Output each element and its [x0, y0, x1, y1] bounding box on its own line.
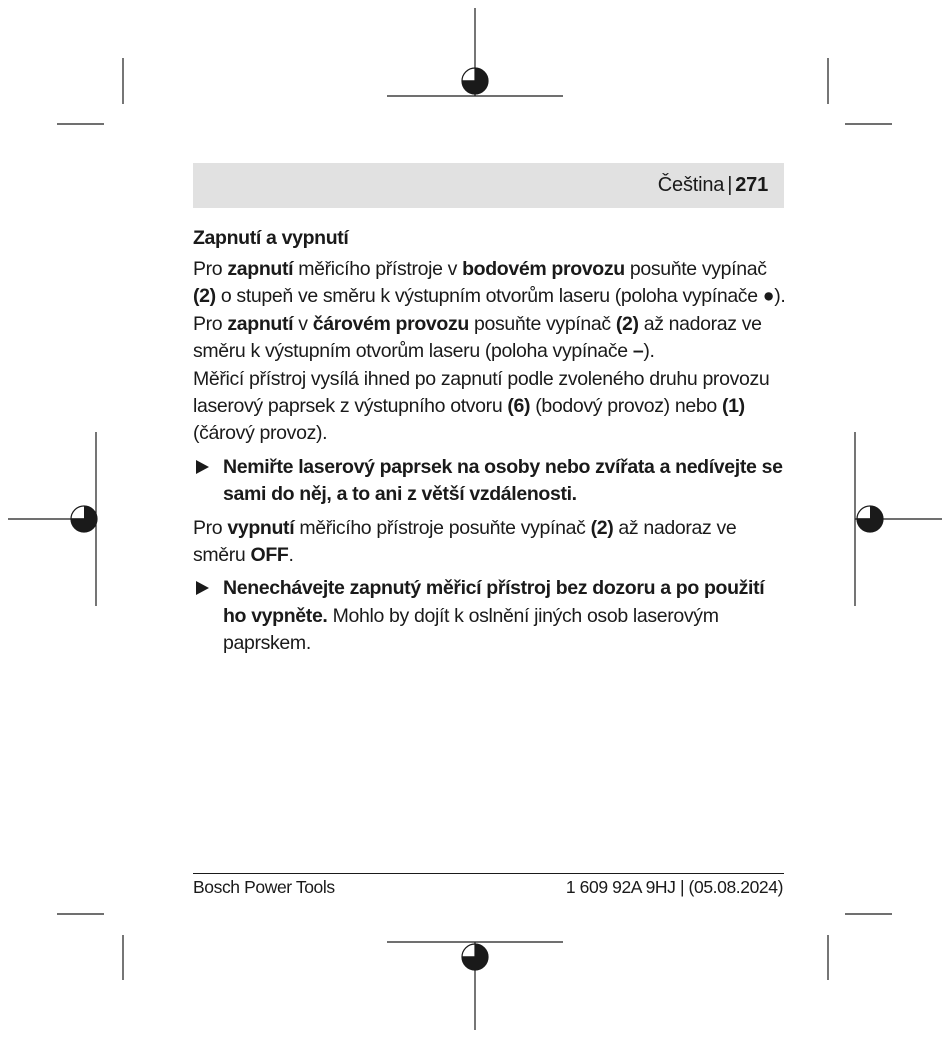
header-separator: | — [727, 174, 733, 196]
paragraph-switch-on-line: Pro zapnutí v čárovém provozu posuňte vypínač (2) až nadoraz ve směru k výstupním otvorům laseru (poloha vypínače –). — [193, 311, 788, 366]
warning-unattended: Nenechávejte zapnutý měřicí přístroj bez dozoru a po použití ho vypněte. Mohlo by dojít k oslnění jiných osob laserovým paprskem. — [193, 575, 788, 657]
header-language: Čeština — [657, 174, 725, 196]
page-header — [193, 163, 784, 208]
warning-laser-eyes: Nemiřte laserový paprsek na osoby nebo zvířata a nedívejte se sami do něj, a to ani z větší vzdálenosti. — [193, 454, 788, 509]
warning-triangle-icon — [196, 581, 209, 595]
main-content — [193, 225, 788, 664]
footer-doc-id: 1 609 92A 9HJ | (05.08.2024) — [565, 877, 783, 897]
paragraph-switch-off: Pro vypnutí měřicího přístroje posuňte vypínač (2) až nadoraz ve směru OFF. — [193, 516, 737, 567]
paragraph-laser-emission: Měřicí přístroj vysílá ihned po zapnutí podle zvoleného druhu provozu laserový paprsek z výstupního otvoru (6) (bodový provoz) nebo (1) (čárový provoz). — [193, 367, 770, 445]
section-title: Zapnutí a vypnutí — [193, 227, 349, 249]
footer-brand: Bosch Power Tools — [193, 877, 335, 897]
paragraph-switch-on-point: Pro zapnutí měřicího přístroje v bodovém provozu posuňte vypínač (2) o stupeň ve směru k výstupním otvorům laseru (poloha vypínače ●). — [193, 256, 788, 311]
footer-divider — [193, 873, 784, 874]
switch-point-icon: ● — [762, 285, 775, 308]
switch-line-icon: – — [632, 340, 644, 363]
header-text — [658, 174, 768, 197]
warning-triangle-icon — [196, 460, 209, 474]
page-number: 271 — [735, 174, 768, 196]
